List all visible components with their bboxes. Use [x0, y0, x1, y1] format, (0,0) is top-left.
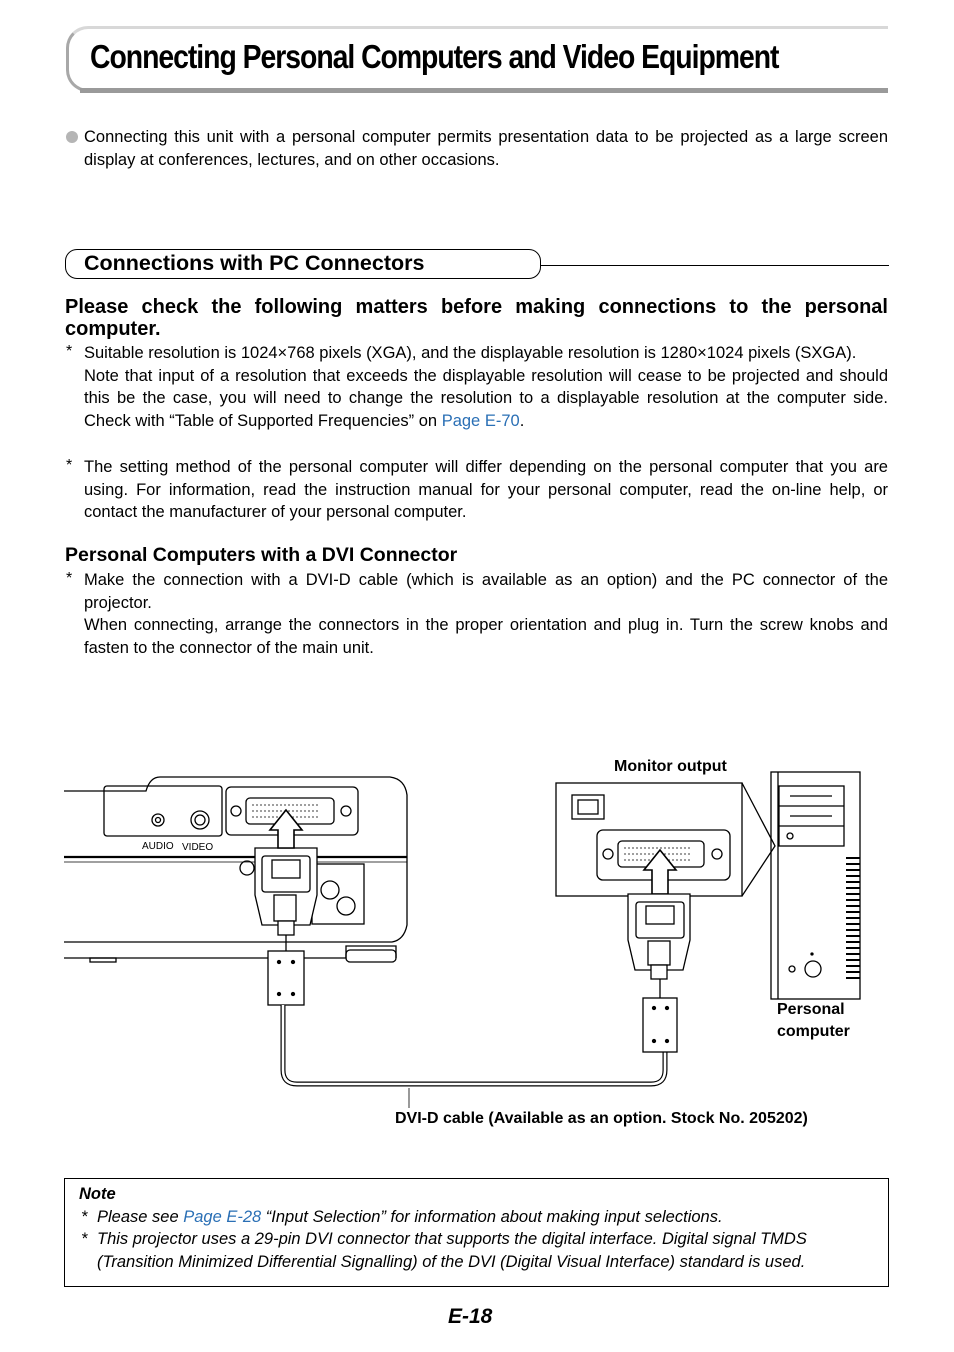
bullet-dot-icon	[66, 131, 78, 143]
note-item-2: This projector uses a 29-pin DVI connector that supports the digital interface. Digital signal TMDS (Transition Minimized Differential Signalling) of the DVI (Digital Visual Interface) standard is used.	[97, 1230, 807, 1271]
page-title: Connecting Personal Computers and Video Equipment	[90, 38, 779, 75]
dvi-text	[84, 569, 888, 660]
item2-text: The setting method of the personal computer will differ depending on the personal computer that you are using. For information, read the instruction manual for your personal computer, read the on-line help, or contact the manufacturer of your personal computer.	[84, 458, 888, 522]
dvi-line-a: Make the connection with a DVI-D cable (which is available as an option) and the PC connector of the projector.	[84, 571, 888, 612]
item1-line-b-pre: Note that input of a resolution that exceeds the displayable resolution will cease to be projected and should this be the case, you will need to change the resolution to a displayable resolution at the computer side. Check with “Table of Supported Frequencies” on	[84, 366, 888, 431]
item1-star: *	[66, 343, 73, 360]
projector-dvi-plug	[255, 810, 317, 1005]
section-heading: Connections with PC Connectors	[84, 251, 425, 275]
projector-illustration	[64, 777, 407, 962]
page-e70-link[interactable]: Page E-70	[441, 412, 520, 431]
pc-label-line2: computer	[777, 1023, 850, 1040]
note-star-2: *	[81, 1230, 88, 1248]
dvi-line-b: When connecting, arrange the connectors in the proper orientation and plug in. Turn the screw knobs and fasten to the connector of the main unit.	[84, 616, 888, 658]
intro-paragraph: Connecting this unit with a personal computer permits presentation data to be projected as a large screen display at conferences, lectures, and on other occasions.	[84, 128, 888, 169]
note-item-1	[97, 1206, 882, 1229]
pc-label-line1: Personal	[777, 1001, 845, 1018]
cable-label: DVI-D cable (Available as an option. Stock No. 205202)	[395, 1110, 808, 1127]
title-underline	[80, 88, 888, 93]
connection-diagram	[0, 740, 954, 1140]
page-e28-link[interactable]: Page E-28	[183, 1208, 262, 1226]
note-item-1-post: “Input Selection” for information about making input selections.	[261, 1208, 723, 1226]
note-title: Note	[79, 1185, 116, 1203]
page-number: E-18	[448, 1305, 493, 1328]
item1-line-a: Suitable resolution is 1024×768 pixels (XGA), and the displayable resolution is 1280×1024 pixels (SXGA).	[84, 344, 857, 362]
video-label: VIDEO	[182, 842, 214, 853]
pc-tower-illustration	[771, 772, 860, 999]
pc-label	[777, 999, 850, 1043]
dvi-star: *	[66, 570, 73, 587]
note-star-1: *	[81, 1208, 88, 1226]
item1-line-b	[84, 365, 888, 433]
item1-line-b-post: .	[519, 412, 525, 431]
item1-text	[84, 342, 888, 433]
monitor-output-label: Monitor output	[614, 758, 727, 775]
note-item-1-pre: Please see	[97, 1208, 184, 1226]
check-heading: Please check the following matters before making connections to the personal computer.	[65, 296, 888, 340]
section-heading-rule	[541, 265, 889, 266]
audio-label: AUDIO	[142, 841, 174, 852]
item2-star: *	[66, 457, 73, 474]
dvi-heading: Personal Computers with a DVI Connector	[65, 544, 458, 566]
